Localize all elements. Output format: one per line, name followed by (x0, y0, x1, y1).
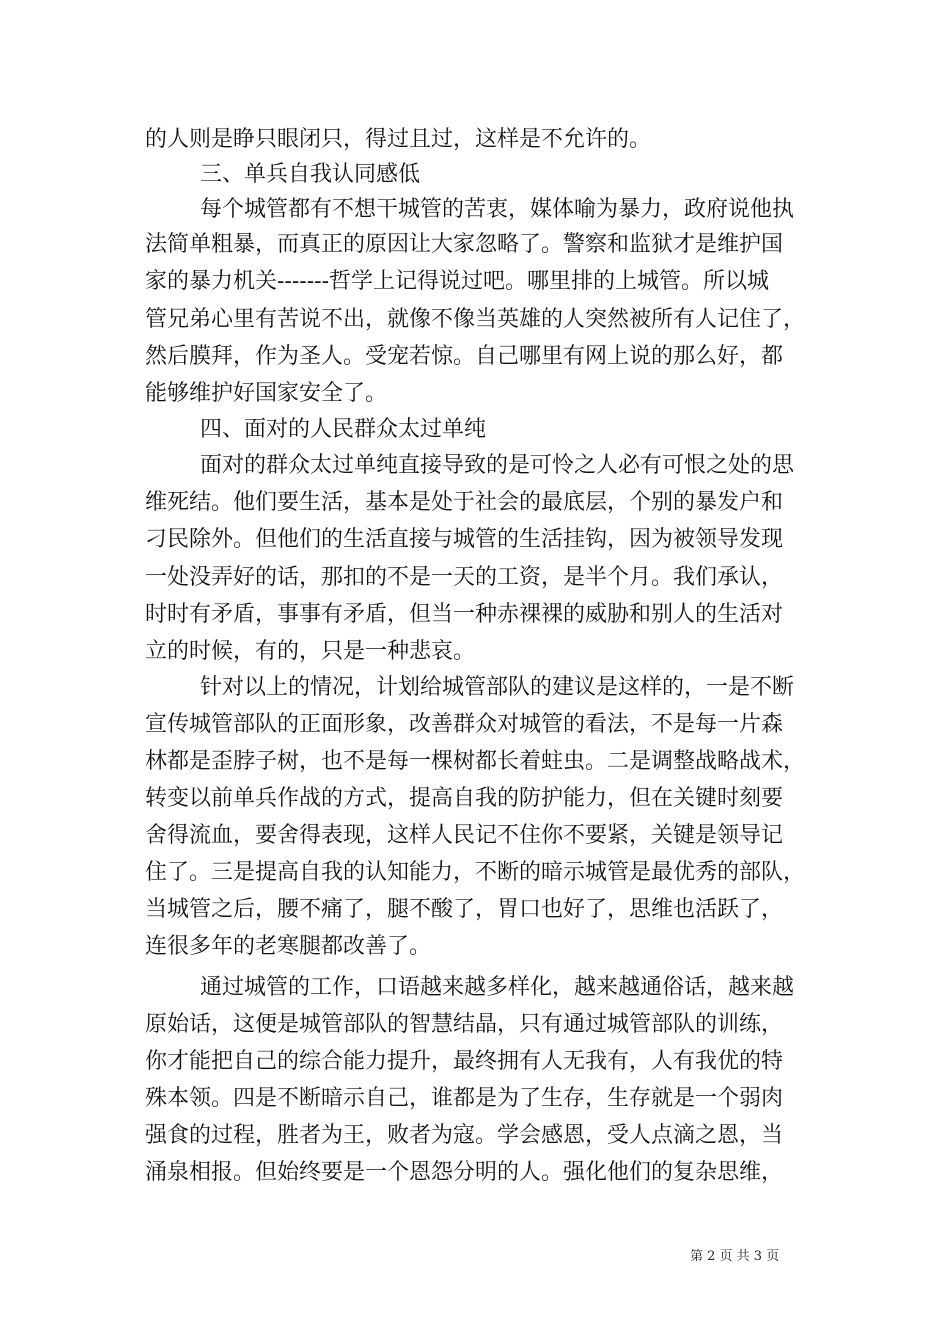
text-line: 宣传城管部队的正面形象，改善群众对城管的看法，不是每一片森 (145, 712, 784, 737)
text-line: 立的时候，有的，只是一种悲哀。 (145, 639, 476, 664)
text-line: 通过城管的工作，口语越来越多样化，越来越通俗话，越来越 (200, 975, 795, 1000)
text-line: 转变以前单兵作战的方式，提高自我的防护能力，但在关键时刻要 (145, 786, 784, 811)
text-line: 的人则是睁只眼闭只，得过且过，这样是不允许的。 (145, 127, 652, 152)
text-line: 原始话，这便是城管部队的智慧结晶，只有通过城管部队的训练， (145, 1012, 784, 1037)
text-line: 涌泉相报。但始终要是一个恩怨分明的人。强化他们的复杂思维， (145, 1160, 784, 1185)
text-line: 舍得流血，要舍得表现，这样人民记不住你不要紧，关键是领导记 (145, 823, 784, 848)
text-line: 维死结。他们要生活，基本是处于社会的最底层，个别的暴发户和 (145, 490, 784, 515)
section-heading: 三、单兵自我认同感低 (200, 162, 421, 187)
text-line: 时时有矛盾，事事有矛盾，但当一种赤裸裸的威胁和别人的生活对 (145, 602, 784, 627)
text-line: 法简单粗暴，而真正的原因让大家忽略了。警察和监狱才是维护国 (145, 232, 784, 257)
text-line: 刁民除外。但他们的生活直接与城管的生活挂钩，因为被领导发现 (145, 527, 784, 552)
text-line: 针对以上的情况，计划给城管部队的建议是这样的，一是不断 (200, 675, 795, 700)
text-line: 面对的群众太过单纯直接导致的是可怜之人必有可恨之处的思 (200, 453, 795, 478)
section-heading: 四、面对的人民群众太过单纯 (200, 417, 487, 442)
text-line: 你才能把自己的综合能力提升，最终拥有人无我有，人有我优的特 (145, 1049, 784, 1074)
text-line: 住了。三是提高自我的认知能力，不断的暗示城管是最优秀的部队， (145, 860, 806, 885)
text-line: 每个城管都有不想干城管的苦衷，媒体喻为暴力，政府说他执 (200, 197, 795, 222)
text-line: 管兄弟心里有苦说不出，就像不像当英雄的人突然被所有人记住了， (145, 307, 806, 332)
text-line: 能够维护好国家安全了。 (145, 381, 388, 406)
text-line: 然后膜拜，作为圣人。受宠若惊。自己哪里有网上说的那么好，都 (145, 344, 784, 369)
page-number-footer: 第 2 页 共 3 页 (690, 1249, 780, 1264)
text-line: 一处没弄好的话，那扣的不是一天的工资，是半个月。我们承认， (145, 565, 784, 590)
text-line: 连很多年的老寒腿都改善了。 (145, 934, 432, 959)
text-line: 当城管之后，腰不痛了，腿不酸了，胃口也好了，思维也活跃了， (145, 897, 784, 922)
text-line: 强食的过程，胜者为王，败者为寇。学会感恩，受人点滴之恩，当 (145, 1123, 784, 1148)
text-line: 家的暴力机关-------哲学上记得说过吧。哪里排的上城管。所以城 (145, 269, 770, 294)
text-line: 殊本领。四是不断暗示自己，谁都是为了生存，生存就是一个弱肉 (145, 1086, 784, 1111)
text-line: 林都是歪脖子树，也不是每一棵树都长着蛀虫。二是调整战略战术， (145, 749, 806, 774)
